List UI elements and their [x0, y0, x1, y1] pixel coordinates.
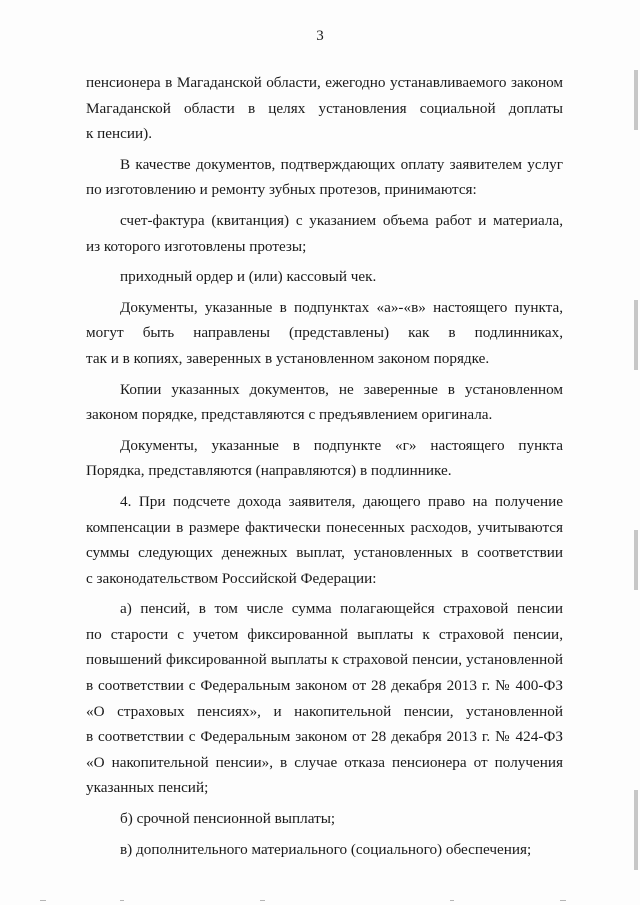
text-line: б) срочной пенсионной выплаты;	[120, 810, 336, 828]
text-line: В качестве документов, подтверждающих оплату заявителем услуг	[120, 155, 563, 173]
text-line: Порядка, представляются (направляются) в подлиннике.	[86, 462, 452, 480]
text-line: 4. При подсчете дохода заявителя, дающего право на получение	[120, 492, 563, 510]
text-line: Документы, указанные в подпунктах «а»-«в» настоящего пункта,	[120, 298, 563, 316]
text-line: Документы, указанные в подпункте «г» настоящего пункта	[120, 436, 563, 454]
page-number: 3	[316, 28, 324, 44]
text-line: приходный ордер и (или) кассовый чек.	[120, 268, 377, 286]
text-line: с законодательством Российской Федерации:	[86, 569, 377, 587]
text-line: в соответствии с Федеральным законом от 28 декабря 2013 г. № 400-ФЗ	[86, 677, 563, 695]
text-line: повышений фиксированной выплаты к страховой пенсии, установленной	[86, 651, 563, 669]
text-line: Копии указанных документов, не заверенные в установленном	[120, 380, 563, 398]
text-line: в) дополнительного материального (социального) обеспечения;	[120, 840, 532, 858]
text-line: могут быть направлены (представлены) как в подлинниках,	[86, 324, 563, 342]
text-line: в соответствии с Федеральным законом от 28 декабря 2013 г. № 424-ФЗ	[86, 728, 563, 746]
text-line: «О страховых пенсиях», и накопительной пенсии, установленной	[86, 702, 563, 720]
text-line: суммы следующих денежных выплат, установленных в соответствии	[86, 544, 563, 562]
text-line: указанных пенсий;	[86, 779, 209, 797]
text-line: по старости с учетом фиксированной выплаты к страховой пенсии,	[86, 625, 563, 643]
text-line: компенсации в размере фактически понесенных расходов, учитываются	[86, 518, 563, 536]
text-line: из которого изготовлены протезы;	[86, 237, 307, 255]
text-line: к пенсии).	[86, 125, 153, 143]
text-line: по изготовлению и ремонту зубных протезов, принимаются:	[86, 181, 477, 199]
text-line: пенсионера в Магаданской области, ежегодно устанавливаемого законом	[86, 74, 563, 91]
scan-edge-artifact	[626, 0, 640, 905]
text-line: так и в копиях, заверенных в установленном законом порядке.	[86, 349, 490, 367]
scan-bottom-artifact	[0, 895, 640, 901]
document-body	[86, 70, 563, 862]
text-line: Магаданской области в целях установления социальной доплаты	[86, 99, 563, 117]
text-line: а) пенсий, в том числе сумма полагающейся страховой пенсии	[120, 600, 563, 618]
text-line: законом порядке, представляются с предъявлением оригинала.	[86, 406, 493, 424]
text-line: «О накопительной пенсии», в случае отказа пенсионера от получения	[86, 753, 563, 771]
text-line: счет-фактура (квитанция) с указанием объема работ и материала,	[120, 211, 563, 229]
